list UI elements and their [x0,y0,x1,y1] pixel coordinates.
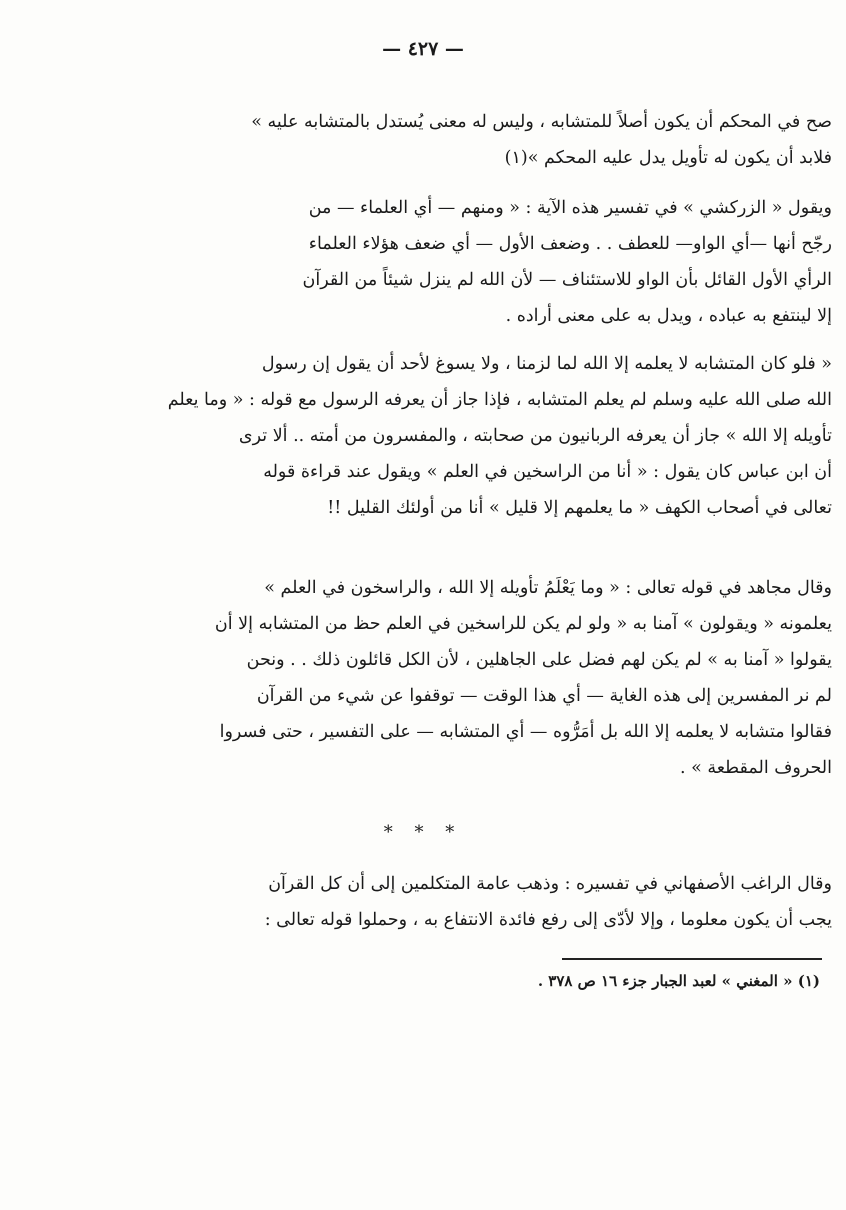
paragraph-line: رجّح أنها —أي الواو— للعطف . . وضعف الأول — أي ضعف هؤلاء العلماء [308,234,832,254]
paragraph-line: صح في المحكم أن يكون أصلاً للمتشابه ، وليس له معنى يُستدل بالمتشابه عليه » [251,112,832,132]
paragraph-4 [138,570,832,786]
section-separator: * * * [383,822,463,843]
paragraph-line: فقالوا متشابه لا يعلمه إلا الله بل أمَرُّوه — أي المتشابه — على التفسير ، حتى فسروا [219,722,832,742]
footnote: (١) « المغني » لعبد الجبار جزء ١٦ ص ٣٧٨ . [537,972,820,990]
paragraph-line: أن ابن عباس كان يقول : « أنا من الراسخين في العلم » ويقول عند قراءة قوله [263,462,832,482]
footnote-divider [562,958,822,960]
paragraph-2 [138,190,832,334]
paragraph-line: يقولوا « آمنا به » لم يكن لهم فضل على الجاهلين ، لأن الكل قائلون ذلك . . ونحن [246,650,832,670]
page-number: — ٤٢٧ — [382,38,464,60]
paragraph-line: وقال مجاهد في قوله تعالى : « وما يَعْلَمُ تأويله إلا الله ، والراسخون في العلم » [264,578,832,598]
paragraph-line: يعلمونه « ويقولون » آمنا به « ولو لم يكن للراسخين في العلم حظ من المتشابه إلا أن [214,614,832,634]
paragraph-line: « فلو كان المتشابه لا يعلمه إلا الله لما لزمنا ، ولا يسوغ لأحد أن يقول إن رسول [261,354,832,374]
paragraph-line: يجب أن يكون معلوما ، وإلا لأدّى إلى رفع فائدة الانتفاع به ، وحملوا قوله تعالى : [264,910,832,930]
paragraph-line: إلا لينتفع به عباده ، ويدل به على معنى أراده . [505,306,832,326]
paragraph-line: لم نر المفسرين إلى هذه الغاية — أي هذا الوقت — توقفوا عن شيء من القرآن [256,686,832,706]
paragraph-line: تعالى في أصحاب الكهف « ما يعلمهم إلا قليل » أنا من أولئك القليل !! [327,498,832,518]
paragraph-1 [138,104,832,176]
paragraph-line: وقال الراغب الأصفهاني في تفسيره : وذهب عامة المتكلمين إلى أن كل القرآن [268,874,832,894]
paragraph-line: الله صلى الله عليه وسلم لم يعلم المتشابه ، فإذا جاز أن يعرفه الرسول مع قوله : « وما يعلم [167,390,832,410]
paragraph-line: فلابد أن يكون له تأويل يدل عليه المحكم »(١) [504,148,832,168]
paragraph-5 [138,866,832,938]
paragraph-line: الرأي الأول القائل بأن الواو للاستئناف — لأن الله لم ينزل شيئاً من القرآن [302,270,832,290]
paragraph-line: الحروف المقطعة » . [679,758,832,778]
paragraph-line: ويقول « الزركشي » في تفسير هذه الآية : « ومنهم — أي العلماء — من [308,198,832,218]
paragraph-line: تأويله إلا الله » جاز أن يعرفه الربانيون من صحابته ، والمفسرون من أمته .. ألا ترى [238,426,832,446]
paragraph-3 [138,346,832,526]
